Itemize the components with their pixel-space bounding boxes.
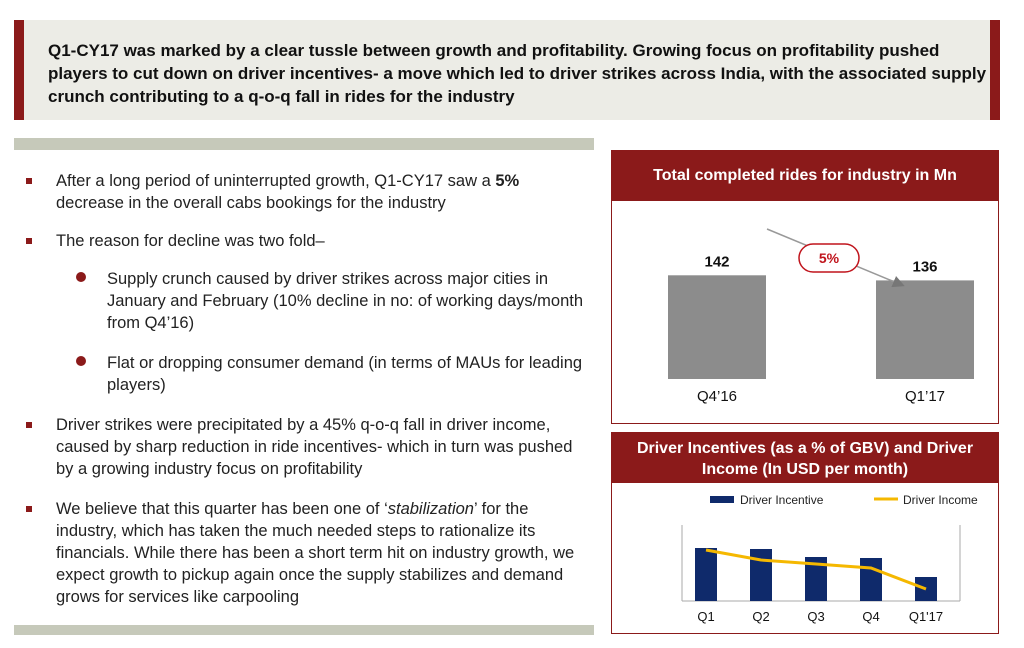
- bullet-text: We believe that this quarter has been one of ‘stabilization’ for the industry, which has taken the much needed steps to rationalize its financials. While there has been a short term hit on industry growth, we expect growth to pickup again once the supply stabilizes and demand grows for services like carpooling: [56, 500, 575, 606]
- rides-chart-panel: [611, 150, 999, 424]
- x-tick-label: Q1'17: [908, 609, 944, 624]
- sub-bullet-text: Supply crunch caused by driver strikes across major cities in January and February (10% decline in no: of working days/month from Q4’16): [107, 270, 584, 332]
- bullet-text: The reason for decline was two fold–: [56, 232, 325, 250]
- bullet-marker: [26, 422, 32, 428]
- legend-swatch-incentive: [710, 496, 734, 503]
- incentive-bar-0: [695, 548, 717, 601]
- x-tick-label: Q4: [862, 609, 880, 624]
- bullet-marker: [26, 178, 32, 184]
- decline-badge-label: 5%: [818, 250, 840, 266]
- incentive-chart-title: Driver Incentives (as a % of GBV) and Driver Income (In USD per month): [612, 433, 998, 483]
- bullet-text: After a long period of uninterrupted growth, Q1-CY17 saw a 5% decrease in the overall cabs bookings for the industry: [56, 172, 520, 212]
- bar-value-label: 142: [704, 253, 730, 271]
- x-tick-label: Q2: [752, 609, 770, 624]
- sub-bullet-marker: [76, 272, 86, 282]
- bullet-marker: [26, 238, 32, 244]
- header-text: Q1-CY17 was marked by a clear tussle between growth and profitability. Growing focus on profitability pushed players to cut down on driver incentives- a move which led to driver strikes across India, with the associated supply crunch contributing to a q-o-q fall in rides for the industry: [48, 41, 987, 106]
- incentive-bar-3: [860, 558, 882, 601]
- incentive-bar-1: [750, 549, 772, 601]
- incentive-chart-panel: [611, 432, 999, 634]
- legend-label-incentive: Driver Incentive: [740, 493, 824, 507]
- left-panel-top-bar: [14, 138, 594, 150]
- left-panel-bottom-bar: [14, 625, 594, 635]
- bar-value-label: 136: [912, 258, 938, 276]
- bar-0: [668, 275, 766, 379]
- header-banner: [14, 20, 1000, 120]
- sub-bullet-marker: [76, 356, 86, 366]
- x-tick-label: Q3: [807, 609, 825, 624]
- sub-bullet-text: Flat or dropping consumer demand (in terms of MAUs for leading players): [107, 354, 583, 394]
- category-label: Q1’17: [904, 388, 946, 405]
- bar-1: [876, 280, 974, 379]
- category-label: Q4’16: [696, 388, 738, 405]
- bullet-marker: [26, 506, 32, 512]
- x-tick-label: Q1: [697, 609, 715, 624]
- bullet-text: Driver strikes were precipitated by a 45% q-o-q fall in driver income, caused by sharp reduction in ride incentives- which in turn was pushed by a growing industry focus on profitability: [56, 416, 573, 478]
- legend-label-income: Driver Income: [903, 493, 978, 507]
- rides-chart-title: Total completed rides for industry in Mn: [612, 151, 998, 201]
- incentive-chart: [612, 483, 998, 633]
- rides-chart: [612, 201, 998, 423]
